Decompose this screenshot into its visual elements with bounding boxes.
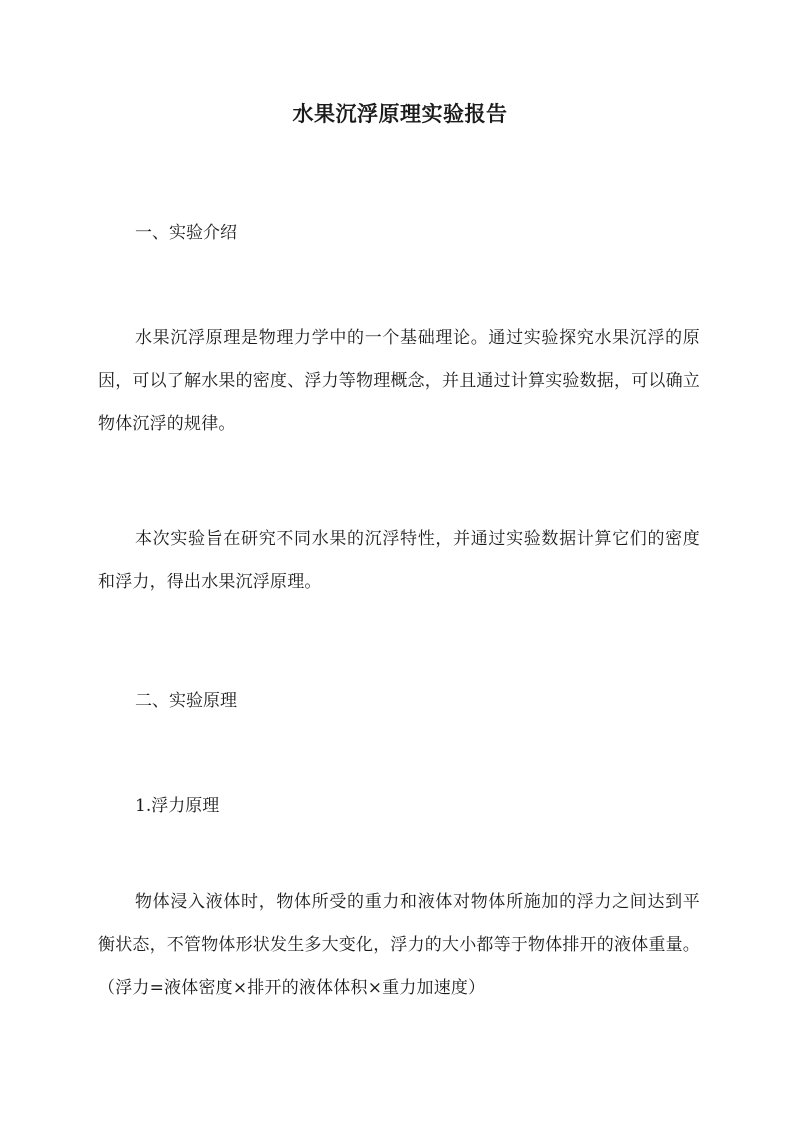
paragraph-buoyancy: 物体浸入液体时，物体所受的重力和液体对物体所施加的浮力之间达到平衡状态，不管物体形状发生多大变化，浮力的大小都等于物体排开的液体重量。（浮力=液体密度×排开的液体体积×重力加速度） [98,892,700,998]
section-heading-intro: 一、实验介绍 [135,223,237,243]
paragraph-intro-2: 本次实验旨在研究不同水果的沉浮特性，并通过实验数据计算它们的密度和浮力，得出水果沉浮原理。 [98,529,700,592]
document-title: 水果沉浮原理实验报告 [292,101,508,126]
subsection-heading-buoyancy: 1.浮力原理 [135,796,220,816]
paragraph-intro-1: 水果沉浮原理是物理力学中的一个基础理论。通过实验探究水果沉浮的原因，可以了解水果的密度、浮力等物理概念，并且通过计算实验数据，可以确立物体沉浮的规律。 [98,328,700,434]
section-heading-principle: 二、实验原理 [135,691,237,711]
